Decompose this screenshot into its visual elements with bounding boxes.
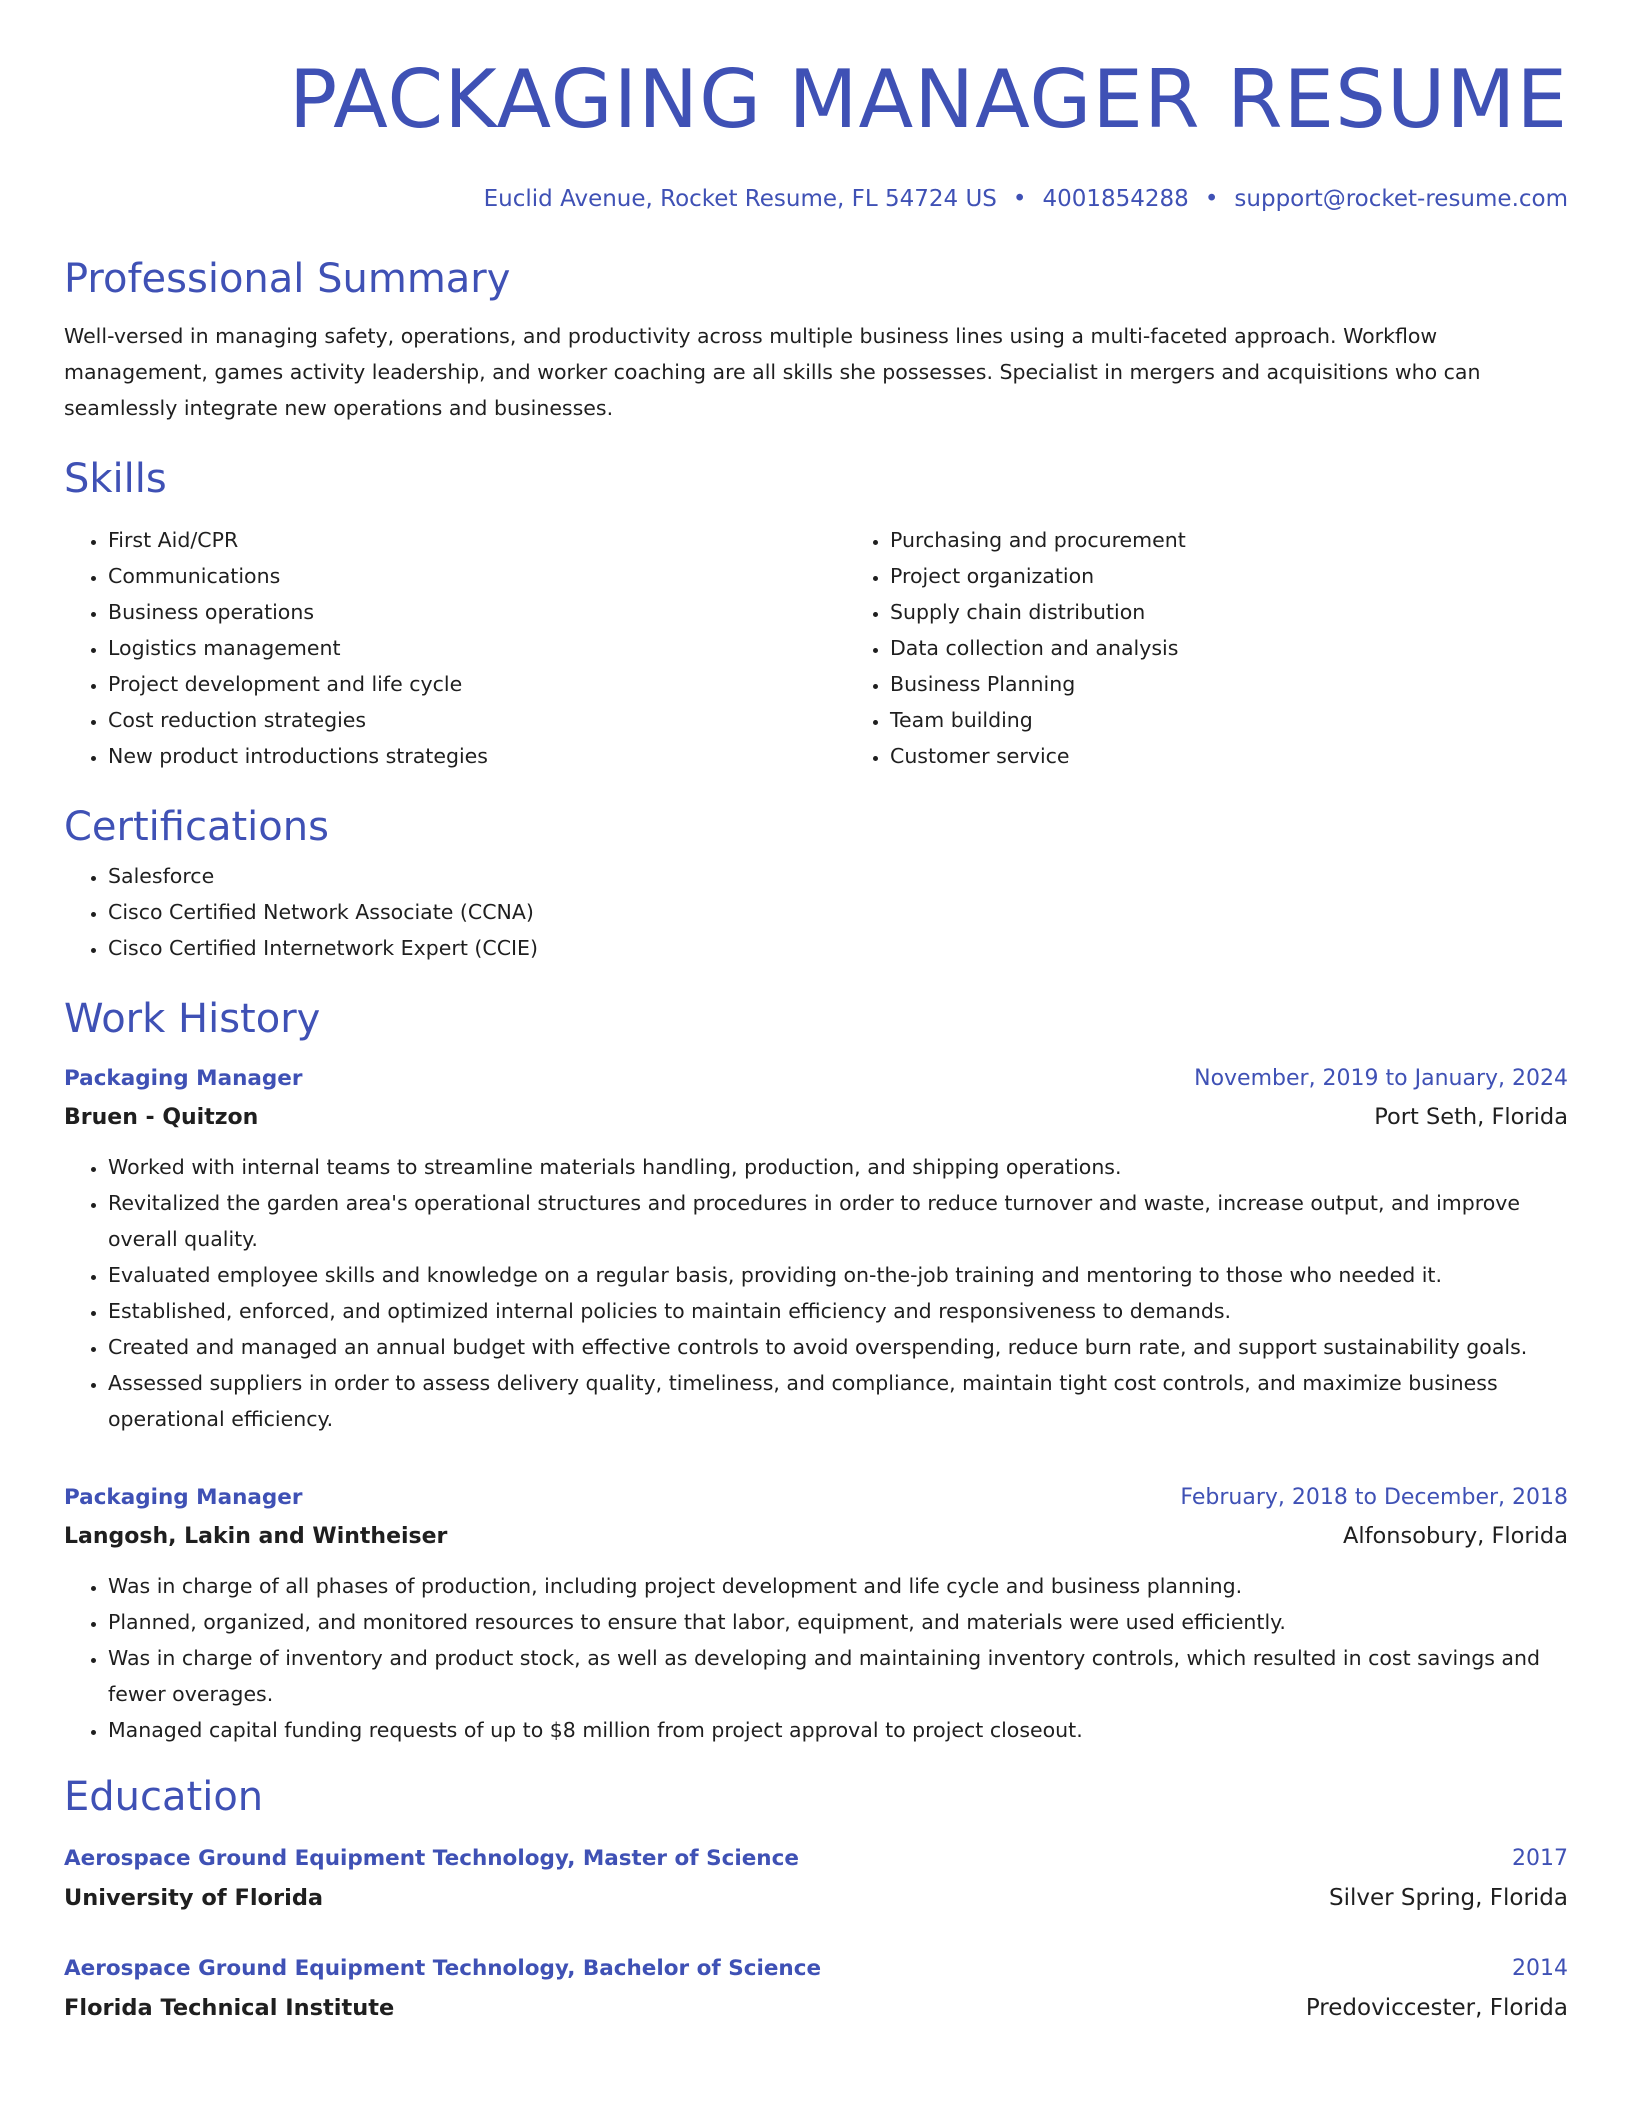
job-entry: [64, 1479, 1568, 1748]
skill-item: • Customer service: [890, 738, 1628, 774]
job-location: Alfonsobury, Florida: [1342, 1523, 1568, 1549]
skill-item: • Communications: [108, 558, 846, 594]
contact-phone: 4001854288: [1042, 186, 1189, 212]
contact-email[interactable]: support@rocket-resume.com: [1234, 186, 1568, 212]
skills-columns: [64, 510, 1568, 774]
education-section: [64, 1772, 1568, 2028]
skill-item: • Supply chain distribution: [890, 594, 1628, 630]
education-subheader: [64, 1988, 1568, 2028]
education-header: [64, 1950, 1568, 1988]
skill-item: • Logistics management: [108, 630, 846, 666]
education-school: Florida Technical Institute: [64, 1995, 395, 2021]
responsibility-item: • Managed capital funding requests of up to $8 million from project approval to project closeout.: [108, 1712, 1568, 1748]
certifications-section: [64, 802, 1568, 966]
skill-item: • Team building: [890, 702, 1628, 738]
skill-item: • First Aid/CPR: [108, 522, 846, 558]
job-company: Bruen - Quitzon: [64, 1105, 259, 1130]
education-location: Silver Spring, Florida: [1329, 1885, 1568, 1911]
skills-list-left: [64, 522, 846, 774]
responsibility-item: • Planned, organized, and monitored resources to ensure that labor, equipment, and materials were used efficiently.: [108, 1604, 1568, 1640]
education-location: Predoviccester, Florida: [1305, 1995, 1568, 2021]
section-heading-summary: Professional Summary: [64, 256, 511, 302]
job-subheader: [64, 1098, 1568, 1137]
job-dates: February, 2018 to December, 2018: [1180, 1485, 1568, 1510]
job-company: Langosh, Lakin and Wintheiser: [64, 1524, 448, 1549]
responsibility-item: • Assessed suppliers in order to assess delivery quality, timeliness, and compliance, maintain tight cost controls, and maximize business operational efficiency.: [108, 1365, 1568, 1437]
education-entry: [64, 1840, 1568, 1918]
section-heading-certifications: Certifications: [64, 804, 329, 850]
section-heading-education: Education: [64, 1774, 264, 1820]
responsibility-item: • Was in charge of all phases of production, including project development and life cycle and business planning.: [108, 1568, 1568, 1604]
skill-item: • Purchasing and procurement: [890, 522, 1628, 558]
job-title: Packaging Manager: [64, 1066, 303, 1091]
section-heading-work-history: Work History: [64, 996, 321, 1042]
section-heading-skills: Skills: [64, 456, 167, 502]
responsibility-item: • Revitalized the garden area's operational structures and procedures in order to reduce turnover and waste, increase output, and improve overall quality.: [108, 1185, 1568, 1257]
job-subheader: [64, 1517, 1568, 1556]
job-dates: November, 2019 to January, 2024: [1194, 1066, 1568, 1091]
education-entry: [64, 1950, 1568, 2028]
skill-item: • Project organization: [890, 558, 1628, 594]
skills-section: [64, 454, 1568, 774]
skill-item: • Cost reduction strategies: [108, 702, 846, 738]
professional-summary-section: [64, 254, 1568, 426]
job-title: Packaging Manager: [64, 1485, 303, 1510]
skill-item: • Data collection and analysis: [890, 630, 1628, 666]
responsibility-item: • Evaluated employee skills and knowledge on a regular basis, providing on-the-job training and mentoring to those who needed it.: [108, 1257, 1568, 1293]
resume-title: PACKAGING MANAGER RESUME: [288, 53, 1568, 146]
responsibility-item: • Worked with internal teams to streamline materials handling, production, and shipping operations.: [108, 1149, 1568, 1185]
responsibility-item: • Created and managed an annual budget with effective controls to avoid overspending, reduce burn rate, and support sustainability goals.: [108, 1329, 1568, 1365]
skill-item: • Business Planning: [890, 666, 1628, 702]
job-header: [64, 1060, 1568, 1098]
skill-item: • New product introductions strategies: [108, 738, 846, 774]
job-location: Port Seth, Florida: [1374, 1104, 1568, 1130]
job-responsibilities: [64, 1149, 1568, 1437]
job-entry: [64, 1060, 1568, 1437]
job-header: [64, 1479, 1568, 1517]
education-header: [64, 1840, 1568, 1878]
summary-text: Well-versed in managing safety, operations, and productivity across multiple business lines using a multi-faceted approach. Workflow management, games activity leadership, and worker coaching are all skills she possesses. Specialist in mergers and acquisitions who can seamlessly integrate new operations and businesses.: [64, 324, 1481, 420]
certification-item: • Salesforce: [108, 858, 1568, 894]
resume-header: [64, 0, 1568, 214]
contact-address: Euclid Avenue, Rocket Resume, FL 54724 US: [483, 186, 997, 212]
responsibility-item: • Was in charge of inventory and product stock, as well as developing and maintaining inventory controls, which resulted in cost savings and fewer overages.: [108, 1640, 1568, 1712]
skill-item: • Business operations: [108, 594, 846, 630]
certification-item: • Cisco Certified Network Associate (CCNA): [108, 894, 1568, 930]
education-school: University of Florida: [64, 1885, 324, 1911]
education-subheader: [64, 1878, 1568, 1918]
certification-item: • Cisco Certified Internetwork Expert (CCIE): [108, 930, 1568, 966]
skills-list-right: [846, 522, 1628, 774]
education-year: 2014: [1512, 1956, 1568, 1981]
responsibility-item: • Established, enforced, and optimized internal policies to maintain efficiency and responsiveness to demands.: [108, 1293, 1568, 1329]
work-history-section: [64, 994, 1568, 1748]
education-year: 2017: [1512, 1846, 1568, 1871]
contact-separator: •: [1012, 186, 1027, 212]
education-degree: Aerospace Ground Equipment Technology, Bachelor of Science: [64, 1956, 822, 1981]
contact-line: [64, 184, 1568, 214]
education-degree: Aerospace Ground Equipment Technology, Master of Science: [64, 1846, 799, 1871]
job-responsibilities: [64, 1568, 1568, 1748]
contact-separator: •: [1204, 186, 1219, 212]
skill-item: • Project development and life cycle: [108, 666, 846, 702]
certifications-list: [64, 858, 1568, 966]
